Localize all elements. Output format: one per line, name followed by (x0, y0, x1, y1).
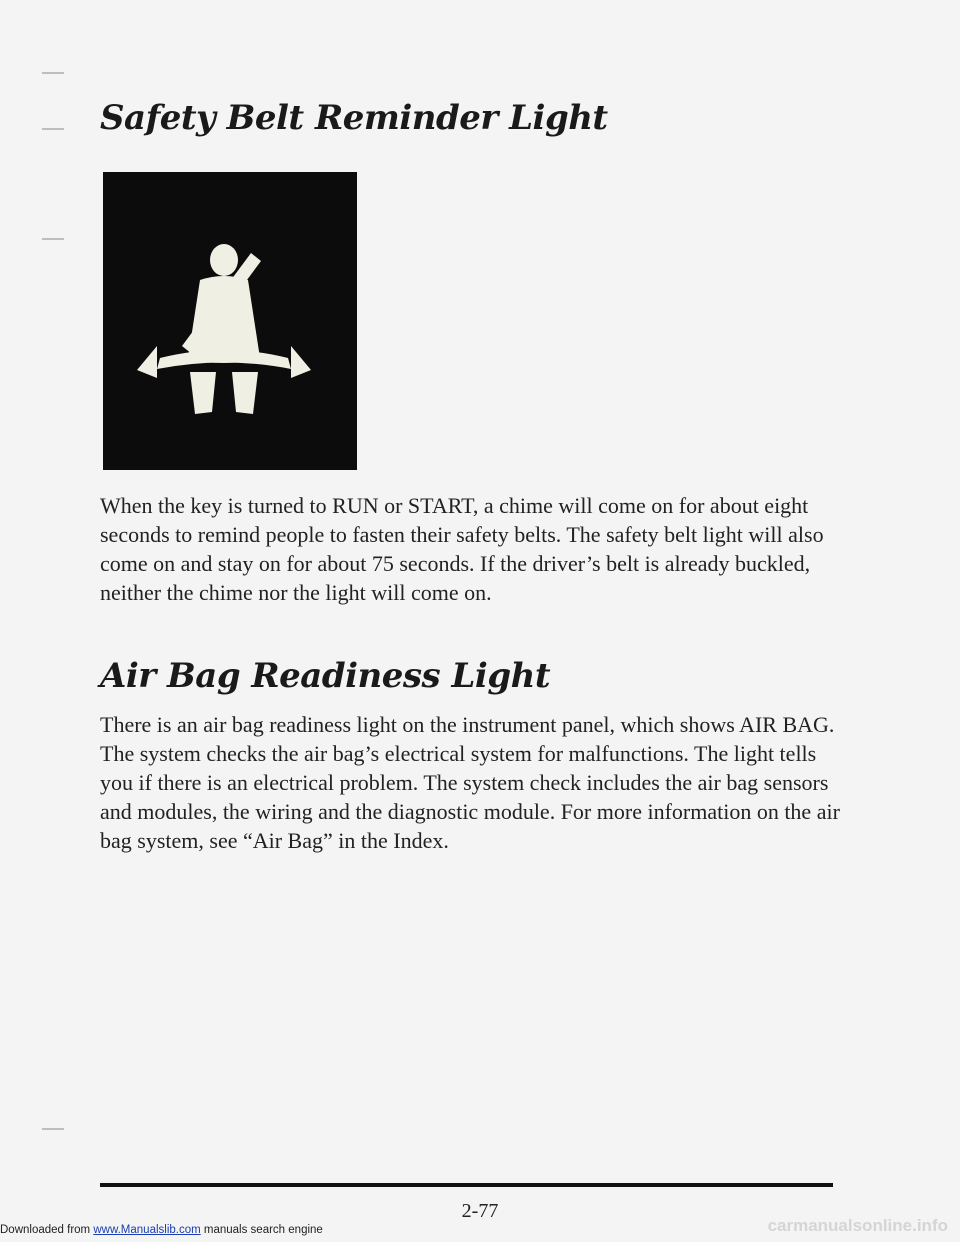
footer-suffix: manuals search engine (200, 1224, 323, 1236)
manualslib-link[interactable]: www.Manualslib.com (93, 1224, 201, 1236)
download-footer (0, 1224, 323, 1236)
watermark: carmanualsonline.info (767, 1216, 948, 1235)
seatbelt-icon (103, 172, 357, 470)
air-bag-readiness-paragraph: There is an air bag readiness light on the instrument panel, which shows AIR BAG. The system checks the air bag’s electrical system for malfunctions. The light tells you if there is an electrical problem. The system check includes the air bag sensors and modules, the wiring and the diagnostic module. For more information on the air bag system, see “Air Bag” in the Index. (100, 712, 840, 853)
footer-prefix: Downloaded from (0, 1224, 94, 1236)
page-number: 2-77 (461, 1200, 499, 1222)
footer-rule (100, 1183, 833, 1187)
edge-mark (42, 128, 64, 130)
safety-belt-reminder-paragraph: When the key is turned to RUN or START, a chime will come on for about eight seconds to remind people to fasten their safety belts. The safety belt light will also come on and stay on for about 75 seconds. If the driver’s belt is already buckled, neither the chime nor the light will come on. (100, 493, 824, 605)
air-bag-readiness-title: Air Bag Readiness Light (100, 656, 551, 696)
safety-belt-reminder-light-image (103, 172, 357, 470)
edge-mark (42, 238, 64, 240)
edge-mark (42, 72, 64, 74)
edge-mark (42, 1128, 64, 1130)
safety-belt-reminder-title: Safety Belt Reminder Light (100, 98, 608, 138)
